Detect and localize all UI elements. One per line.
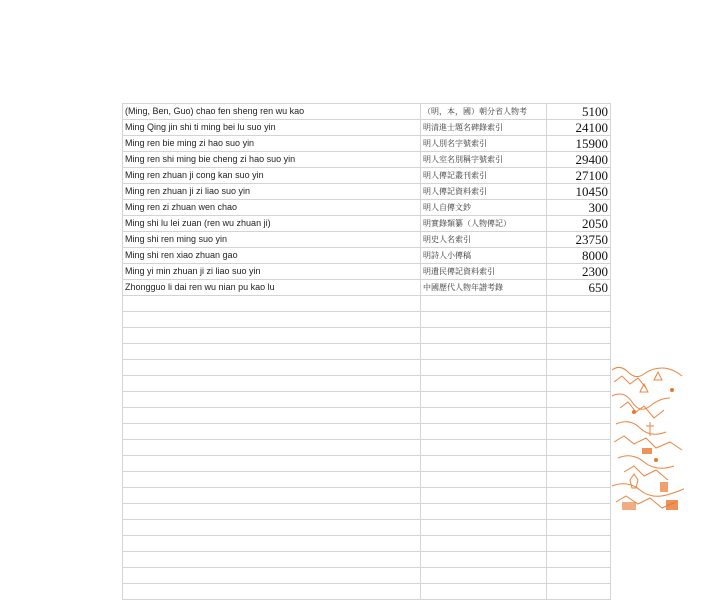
empty-cell	[421, 328, 547, 344]
table-row	[123, 248, 611, 264]
title-chinese-cell: 明遺民傳記資料索引	[421, 264, 547, 280]
empty-table-row	[123, 312, 611, 328]
empty-cell	[421, 552, 547, 568]
table-row	[123, 184, 611, 200]
title-pinyin-cell: Ming ren zi zhuan wen chao	[123, 200, 421, 216]
count-cell: 15900	[547, 136, 611, 152]
empty-cell	[547, 552, 611, 568]
empty-cell	[123, 488, 421, 504]
empty-cell	[123, 376, 421, 392]
empty-cell	[547, 488, 611, 504]
empty-cell	[421, 520, 547, 536]
empty-cell	[547, 536, 611, 552]
orange-landscape-illustration	[610, 362, 684, 514]
empty-table-row	[123, 456, 611, 472]
empty-table-row	[123, 552, 611, 568]
empty-cell	[421, 488, 547, 504]
empty-table-row	[123, 440, 611, 456]
empty-cell	[123, 472, 421, 488]
empty-cell	[421, 536, 547, 552]
empty-cell	[421, 440, 547, 456]
count-cell: 2300	[547, 264, 611, 280]
table-row	[123, 120, 611, 136]
title-chinese-cell: 明人室名別稱字號索引	[421, 152, 547, 168]
title-chinese-cell: 明人傳記叢刊索引	[421, 168, 547, 184]
title-pinyin-cell: Ming ren zhuan ji zi liao suo yin	[123, 184, 421, 200]
empty-cell	[547, 456, 611, 472]
empty-table-row	[123, 376, 611, 392]
title-pinyin-cell: Ming ren bie ming zi hao suo yin	[123, 136, 421, 152]
empty-cell	[123, 424, 421, 440]
empty-cell	[547, 424, 611, 440]
empty-cell	[547, 520, 611, 536]
empty-cell	[547, 296, 611, 312]
empty-cell	[421, 568, 547, 584]
empty-cell	[123, 328, 421, 344]
empty-cell	[421, 312, 547, 328]
title-pinyin-cell: Ming shi lu lei zuan (ren wu zhuan ji)	[123, 216, 421, 232]
count-cell: 10450	[547, 184, 611, 200]
empty-cell	[123, 312, 421, 328]
empty-table-row	[123, 328, 611, 344]
empty-cell	[123, 456, 421, 472]
empty-table-row	[123, 472, 611, 488]
table-row	[123, 104, 611, 120]
empty-cell	[547, 392, 611, 408]
table-row	[123, 264, 611, 280]
empty-cell	[123, 344, 421, 360]
count-cell: 300	[547, 200, 611, 216]
empty-cell	[547, 472, 611, 488]
empty-cell	[547, 360, 611, 376]
empty-table-row	[123, 536, 611, 552]
empty-cell	[421, 504, 547, 520]
empty-cell	[547, 328, 611, 344]
empty-cell	[123, 392, 421, 408]
empty-cell	[547, 584, 611, 600]
title-pinyin-cell: Ming shi ren ming suo yin	[123, 232, 421, 248]
count-cell: 650	[547, 280, 611, 296]
title-pinyin-cell: Ming shi ren xiao zhuan gao	[123, 248, 421, 264]
count-cell: 8000	[547, 248, 611, 264]
empty-table-row	[123, 584, 611, 600]
empty-cell	[421, 456, 547, 472]
empty-table-row	[123, 504, 611, 520]
empty-table-row	[123, 296, 611, 312]
table-row	[123, 216, 611, 232]
empty-cell	[547, 376, 611, 392]
empty-table-row	[123, 424, 611, 440]
title-chinese-cell: 明人傳記資料索引	[421, 184, 547, 200]
title-chinese-cell: 明人自傳文鈔	[421, 200, 547, 216]
count-cell: 24100	[547, 120, 611, 136]
empty-cell	[547, 344, 611, 360]
empty-table-row	[123, 408, 611, 424]
empty-cell	[123, 520, 421, 536]
empty-cell	[123, 584, 421, 600]
title-pinyin-cell: Zhongguo li dai ren wu nian pu kao lu	[123, 280, 421, 296]
count-cell: 23750	[547, 232, 611, 248]
empty-cell	[421, 344, 547, 360]
empty-cell	[123, 296, 421, 312]
empty-cell	[421, 584, 547, 600]
spreadsheet-table	[122, 103, 611, 600]
empty-cell	[421, 408, 547, 424]
empty-cell	[123, 504, 421, 520]
empty-table-row	[123, 392, 611, 408]
empty-table-row	[123, 360, 611, 376]
empty-table-row	[123, 520, 611, 536]
empty-cell	[547, 408, 611, 424]
title-chinese-cell: 明實錄類纂（人物傳記）	[421, 216, 547, 232]
table-row	[123, 168, 611, 184]
count-cell: 29400	[547, 152, 611, 168]
title-chinese-cell: 明人別名字號索引	[421, 136, 547, 152]
title-chinese-cell: （明，本，國）朝分省人物考	[421, 104, 547, 120]
empty-cell	[123, 552, 421, 568]
title-pinyin-cell: Ming ren zhuan ji cong kan suo yin	[123, 168, 421, 184]
title-chinese-cell: 明史人名索引	[421, 232, 547, 248]
empty-cell	[547, 568, 611, 584]
empty-cell	[421, 392, 547, 408]
empty-cell	[123, 360, 421, 376]
empty-cell	[421, 424, 547, 440]
empty-cell	[421, 360, 547, 376]
empty-cell	[547, 312, 611, 328]
table-row	[123, 232, 611, 248]
title-pinyin-cell: Ming ren shi ming bie cheng zi hao suo yin	[123, 152, 421, 168]
count-cell: 5100	[547, 104, 611, 120]
table-row	[123, 200, 611, 216]
title-pinyin-cell: Ming Qing jin shi ti ming bei lu suo yin	[123, 120, 421, 136]
empty-cell	[421, 296, 547, 312]
empty-cell	[421, 472, 547, 488]
table-row	[123, 136, 611, 152]
count-cell: 2050	[547, 216, 611, 232]
empty-cell	[421, 376, 547, 392]
title-pinyin-cell: (Ming, Ben, Guo) chao fen sheng ren wu kao	[123, 104, 421, 120]
table-row	[123, 152, 611, 168]
empty-cell	[123, 536, 421, 552]
empty-table-row	[123, 344, 611, 360]
title-chinese-cell: 中國歷代人物年譜考錄	[421, 280, 547, 296]
title-pinyin-cell: Ming yi min zhuan ji zi liao suo yin	[123, 264, 421, 280]
empty-cell	[547, 440, 611, 456]
table-row	[123, 280, 611, 296]
empty-table-row	[123, 568, 611, 584]
title-chinese-cell: 明清進士題名碑錄索引	[421, 120, 547, 136]
empty-table-row	[123, 488, 611, 504]
empty-cell	[123, 440, 421, 456]
title-chinese-cell: 明詩人小傳稿	[421, 248, 547, 264]
count-cell: 27100	[547, 168, 611, 184]
empty-cell	[123, 568, 421, 584]
empty-cell	[547, 504, 611, 520]
empty-cell	[123, 408, 421, 424]
